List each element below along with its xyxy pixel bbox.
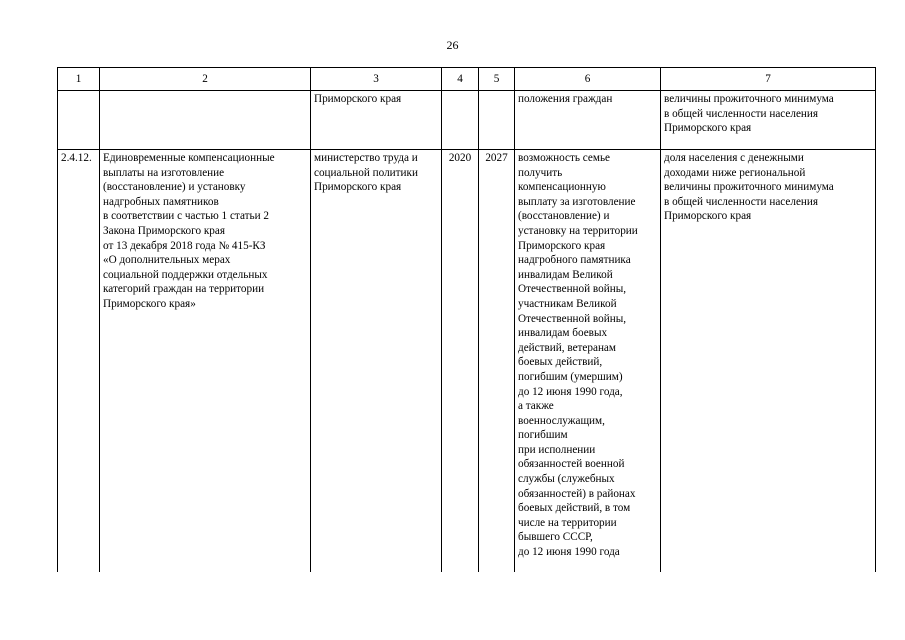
cell-executor: Приморского края — [311, 91, 442, 150]
cell-measure — [100, 91, 311, 150]
cell-result: положения граждан — [515, 91, 661, 150]
cell-end-year — [479, 91, 515, 150]
cell-start-year — [442, 91, 479, 150]
table-header-row — [58, 68, 876, 91]
header-cell-6: 6 — [515, 68, 661, 91]
header-cell-3: 3 — [311, 68, 442, 91]
header-cell-7: 7 — [661, 68, 876, 91]
header-cell-1: 1 — [58, 68, 100, 91]
header-cell-2: 2 — [100, 68, 311, 91]
cell-number: 2.4.12. — [58, 150, 100, 573]
program-table — [57, 67, 876, 572]
cell-indicator: величины прожиточного минимума в общей численности населения Приморского края — [661, 91, 876, 150]
cell-measure: Единовременные компенсационные выплаты на изготовление (восстановление) и установку надгробных памятников в соответствии с частью 1 статьи 2 Закона Приморского края от 13 декабря 2018 года № 415-КЗ «О дополнительных мерах социальной поддержки отдельных категорий граждан на территории Приморского края» — [100, 150, 311, 573]
cell-end-year: 2027 — [479, 150, 515, 573]
header-cell-5: 5 — [479, 68, 515, 91]
cell-executor: министерство труда и социальной политики Приморского края — [311, 150, 442, 573]
page-number: 26 — [446, 38, 459, 52]
table-row-continuation — [58, 91, 876, 150]
cell-result: возможность семье получить компенсационную выплату за изготовление (восстановление) и установку на территории Приморского края надгробного памятника инвалидам Великой Отечественной войны, участникам Великой Отечественной войны, инвалидам боевых действий, ветеранам боевых действий, погибшим (умершим) до 12 июня 1990 года, а также военнослужащим, погибшим при исполнении обязанностей военной службы (служебных обязанностей) в районах боевых действий, в том числе на территории бывшего СССР, до 12 июня 1990 года — [515, 150, 661, 573]
cell-indicator: доля населения с денежными доходами ниже региональной величины прожиточного минимума в общей численности населения Приморского края — [661, 150, 876, 573]
table-row-2-4-12 — [58, 150, 876, 573]
cell-number — [58, 91, 100, 150]
cell-start-year: 2020 — [442, 150, 479, 573]
header-cell-4: 4 — [442, 68, 479, 91]
